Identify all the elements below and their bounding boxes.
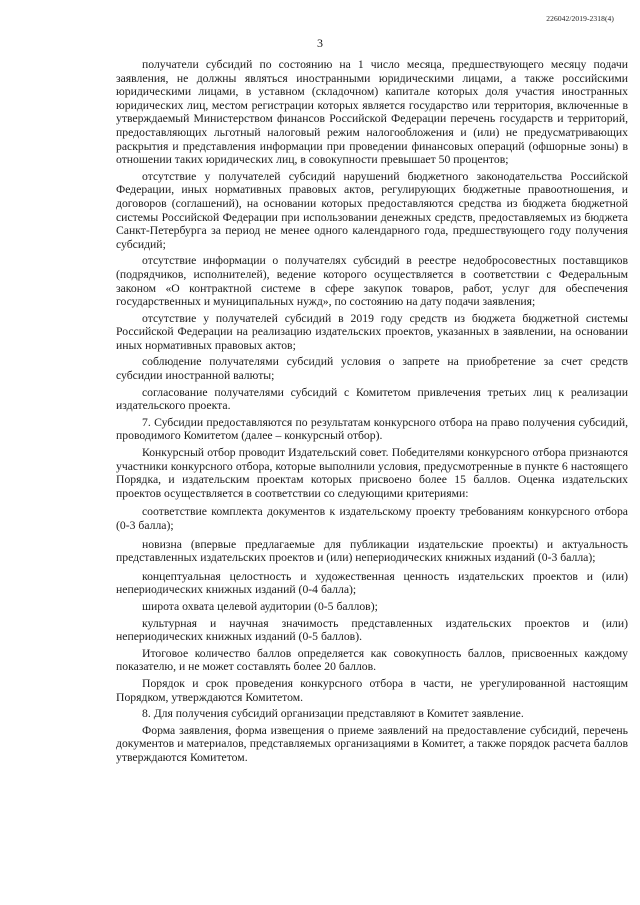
criteria-item: концептуальная целостность и художественная ценность издательских проектов и (или) непериодических книжных изданий (0-4 балла); [116, 569, 628, 597]
criteria-item: культурная и научная значимость представленных издательских проектов и (или) непериодических книжных изданий (0-5 баллов). [116, 616, 628, 644]
paragraph: Конкурсный отбор проводит Издательский совет. Победителями конкурсного отбора признаются участники конкурсного отбора, которые выполнили условия, предусмотренные в пункте 6 настоящего Порядка, и издательским проектам которых присвоено более 15 баллов. Оценка издательских проектов осуществляется в соответствии со следующими критериями: [116, 446, 628, 500]
document-body [116, 58, 628, 765]
document-registration-code: 226042/2019-2318(4) [546, 14, 614, 23]
paragraph: отсутствие информации о получателях субсидий в реестре недобросовестных поставщиков (подрядчиков, исполнителей), ведение которого осуществляется в соответствии с Федеральным законом «О контрактной системе в сфере закупок товаров, работ, услуг для обеспечения государственных и муниципальных нужд», по состоянию на дату подачи заявления; [116, 254, 628, 309]
paragraph: согласование получателями субсидий с Комитетом привлечения третьих лиц к реализации издательского проекта. [116, 385, 628, 413]
paragraph: 8. Для получения субсидий организации представляют в Комитет заявление. [142, 707, 524, 721]
paragraph: 7. Субсидии предоставляются по результатам конкурсного отбора на право получения субсидий, проводимого Комитетом (далее – конкурсный отбор). [116, 415, 628, 443]
page-number: 3 [317, 36, 323, 50]
paragraph: получатели субсидий по состоянию на 1 число месяца, предшествующего месяцу подачи заявления, не должны являться иностранными юридическими лицами, а также российскими юридическими лицами, в уставном (складочном) капитале которых доля участия иностранных юридических лиц, местом регистрации которых является государство или территория, включенные в утверждаемый Министерством финансов Российской Федерации перечень государств и территорий, предоставляющих льготный налоговый режим налогообложения и (или) не предусматривающих раскрытия и представления информации при проведении финансовых операций (офшорные зоны) в отношении таких юридических лиц, в совокупности превышает 50 процентов; [116, 58, 628, 167]
paragraph: Итоговое количество баллов определяется как совокупность баллов, присвоенных каждому показателю, и не может составлять более 20 баллов. [116, 646, 628, 674]
paragraph: соблюдение получателями субсидий условия о запрете на приобретение за счет средств субсидии иностранной валюты; [116, 355, 628, 383]
criteria-item: широта охвата целевой аудитории (0-5 баллов); [142, 599, 378, 613]
criteria-item: соответствие комплекта документов к издательскому проекту требованиям конкурсного отбора (0-3 балла); [116, 505, 628, 532]
paragraph: отсутствие у получателей субсидий в 2019 году средств из бюджета бюджетной системы Российской Федерации на реализацию издательских проектов, указанных в заявлении, на основании иных нормативных правовых актов; [116, 311, 628, 352]
paragraph: отсутствие у получателей субсидий нарушений бюджетного законодательства Российской Федерации, иных нормативных правовых актов, регулирующих бюджетные правоотношения, и договоров (соглашений), на основании которых предоставляются средства из бюджета бюджетной системы Российской Федерации при использовании денежных средств, предоставляемых из бюджета Санкт-Петербурга за период не менее одного календарного года, предшествующего году получения субсидий; [116, 169, 628, 251]
paragraph: Порядок и срок проведения конкурсного отбора в части, не урегулированной настоящим Порядком, утверждаются Комитетом. [116, 676, 628, 704]
criteria-item: новизна (впервые предлагаемые для публикации издательские проекты) и актуальность представленных издательских проектов и (или) непериодических книжных изданий (0-3 балла); [116, 537, 628, 565]
paragraph: Форма заявления, форма извещения о приеме заявлений на предоставление субсидий, перечень документов и материалов, представляемых организациями в Комитет, а также порядок расчета баллов утверждаются Комитетом. [116, 723, 628, 764]
